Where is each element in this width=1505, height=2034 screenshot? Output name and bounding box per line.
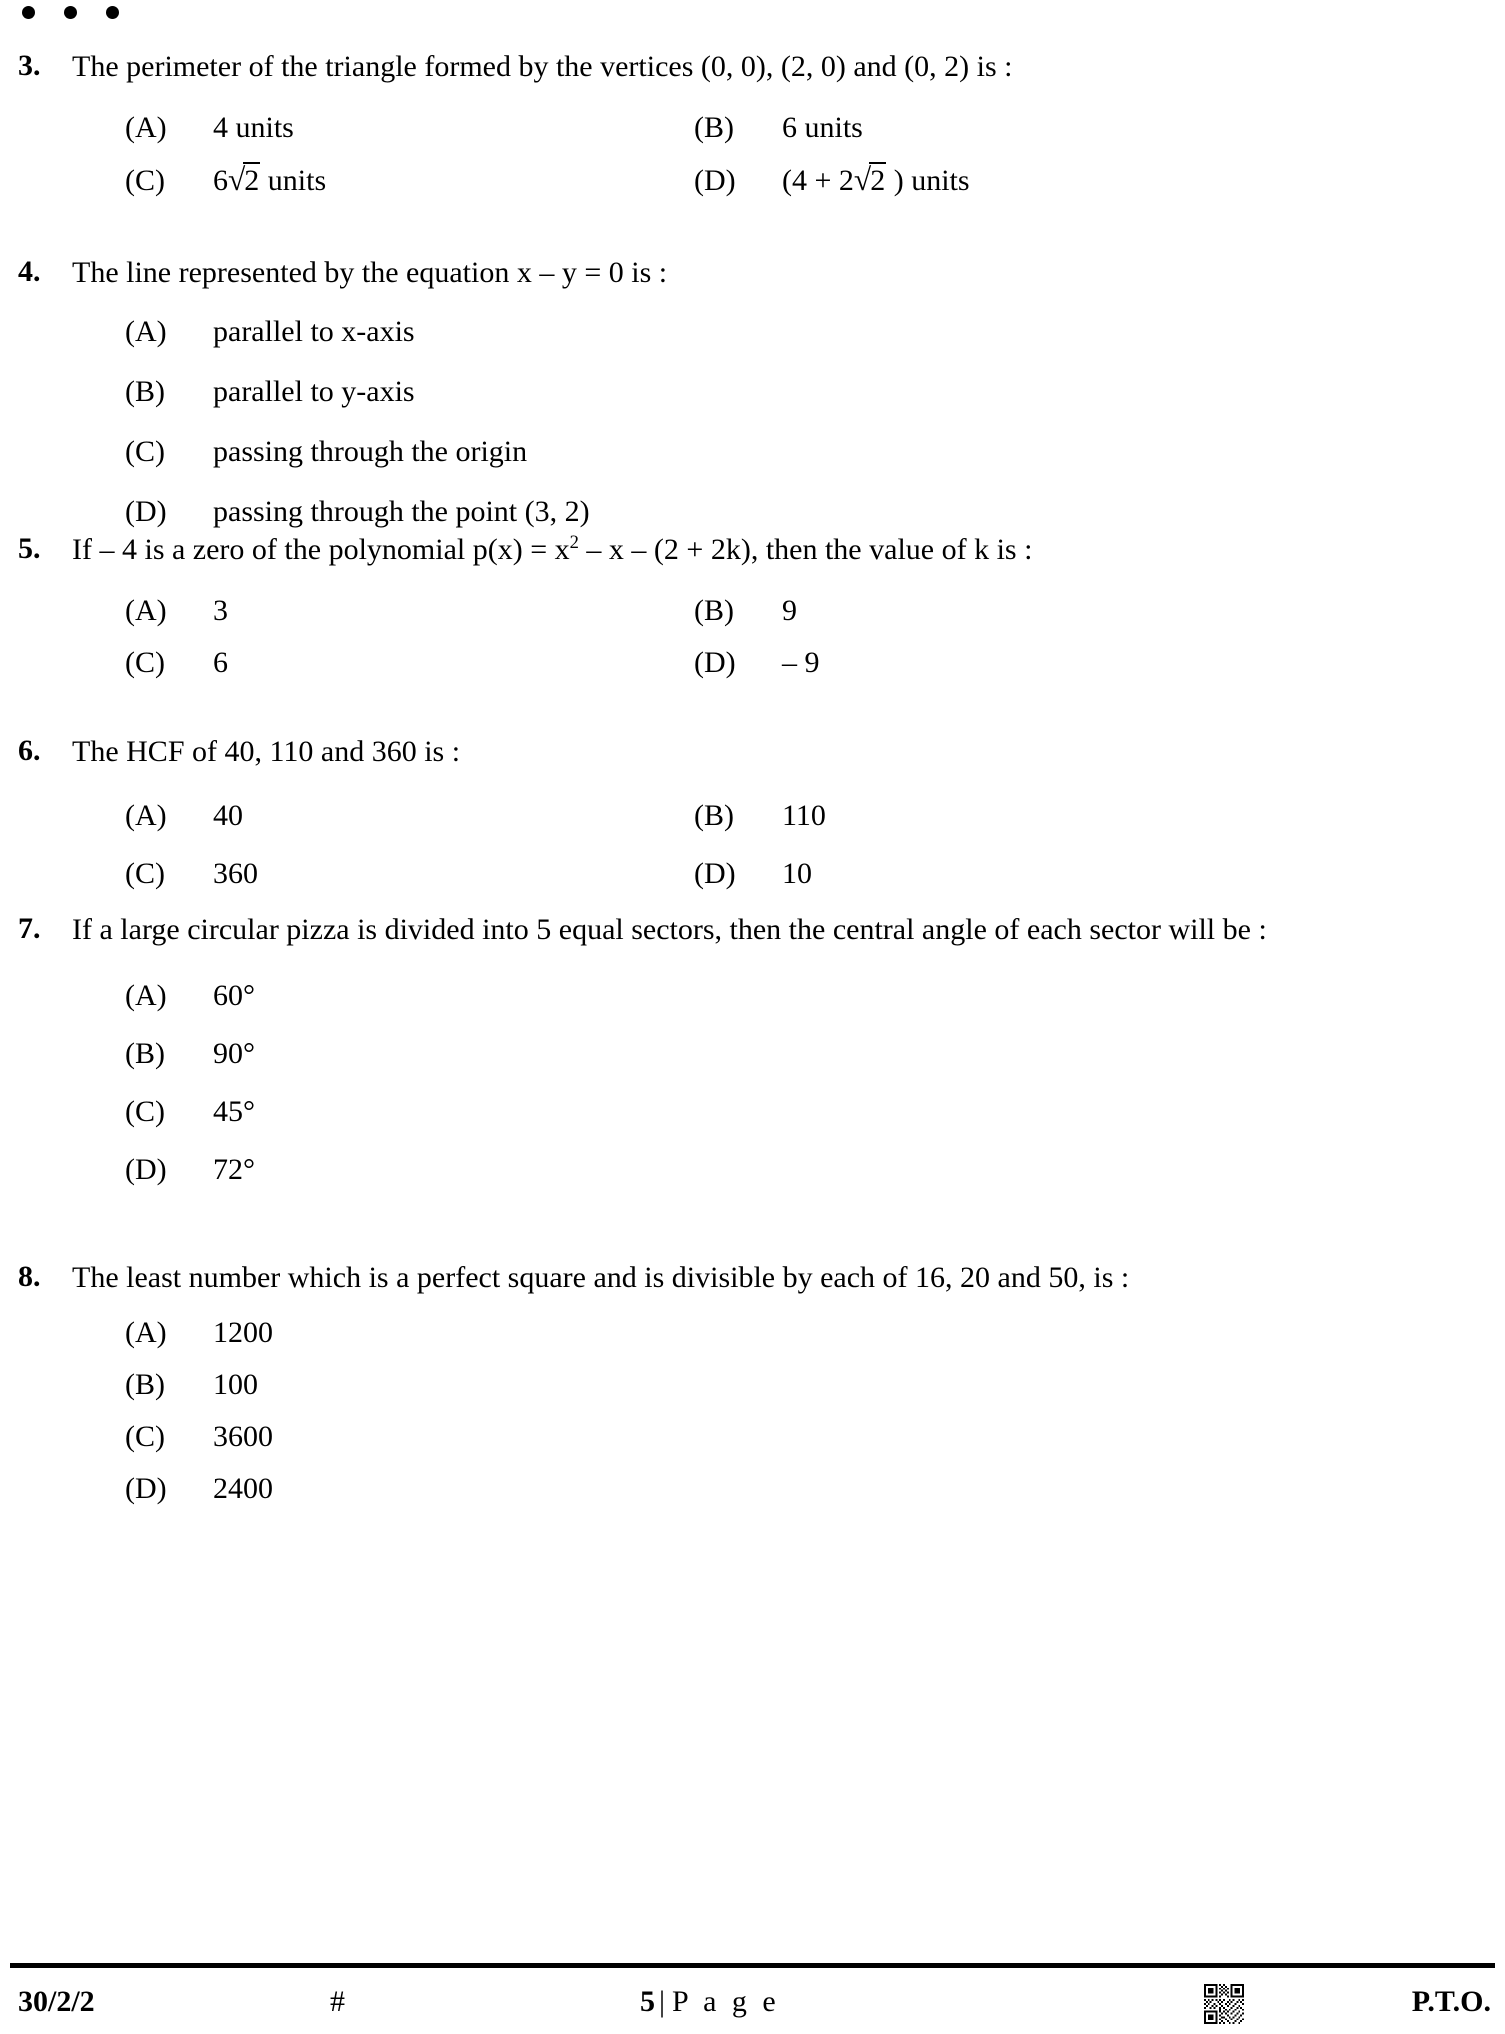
- option-label: (B): [694, 799, 734, 832]
- page-footer: [0, 1978, 1505, 2034]
- option-value: 45°: [213, 1095, 255, 1128]
- option-row: [0, 787, 1505, 845]
- option-row: [0, 845, 1505, 903]
- question-text-after: – x – (2 + 2k), then the value of k is :: [578, 533, 1033, 566]
- question-5: [0, 525, 1505, 689]
- option-a[interactable]: [0, 102, 680, 154]
- option-label: (D): [125, 1153, 167, 1186]
- option-d[interactable]: [0, 1463, 1380, 1515]
- option-label: (D): [694, 646, 736, 679]
- option-value: – 9: [782, 646, 820, 679]
- option-b[interactable]: [0, 1025, 1380, 1083]
- option-value: 60°: [213, 979, 255, 1012]
- option-c[interactable]: [0, 1411, 1380, 1463]
- question-text: The perimeter of the triangle formed by the vertices (0, 0), (2, 0) and (0, 2) is :: [72, 50, 1013, 83]
- options-list: [0, 585, 1505, 689]
- option-a[interactable]: [0, 1307, 1380, 1359]
- options-list: [0, 102, 1505, 207]
- options-list: [0, 1307, 1505, 1515]
- option-value: 6√2 units: [213, 154, 680, 207]
- option-label: (A): [125, 315, 167, 348]
- options-list: [0, 967, 1505, 1199]
- option-row: [0, 1411, 1505, 1463]
- option-row: [0, 102, 1505, 154]
- option-value: 9: [782, 594, 797, 627]
- option-label: (A): [125, 979, 167, 1012]
- option-d[interactable]: [680, 154, 1380, 207]
- question-number: 8.: [18, 1260, 41, 1293]
- option-label: (C): [125, 857, 165, 890]
- option-c[interactable]: [0, 1083, 1380, 1141]
- question-number: 7.: [18, 912, 41, 945]
- option-value: passing through the point (3, 2): [213, 495, 590, 528]
- option-b[interactable]: [680, 787, 1380, 845]
- option-row: [0, 1141, 1505, 1199]
- dot-icon: [64, 6, 77, 19]
- question-4: [0, 248, 1505, 542]
- option-value: 110: [782, 799, 826, 832]
- question-6: [0, 727, 1505, 903]
- option-value: 6: [213, 646, 228, 679]
- option-label: (A): [125, 1316, 167, 1349]
- page-separator: |: [659, 1985, 666, 2018]
- option-a[interactable]: [0, 967, 1380, 1025]
- option-row: [0, 422, 1505, 482]
- option-d[interactable]: [680, 845, 1380, 903]
- question-text: The least number which is a perfect square and is divisible by each of 16, 20 and 50, is :: [72, 1261, 1130, 1294]
- option-label: (B): [125, 375, 165, 408]
- question-8: [0, 1253, 1505, 1515]
- question-text: The line represented by the equation x – y = 0 is :: [72, 256, 668, 289]
- option-label: (B): [694, 594, 734, 627]
- option-value: parallel to y-axis: [213, 375, 415, 408]
- option-d[interactable]: [0, 1141, 1380, 1199]
- option-row: [0, 1359, 1505, 1411]
- question-number: 5.: [18, 532, 41, 565]
- option-label: (B): [125, 1037, 165, 1070]
- option-label: (C): [125, 1095, 165, 1128]
- option-b[interactable]: [680, 585, 1380, 637]
- option-value: 72°: [213, 1153, 255, 1186]
- qr-code-icon: [1203, 1984, 1245, 2024]
- option-value: (4 + 2√2 ) units: [782, 154, 1380, 207]
- option-row: [0, 362, 1505, 422]
- option-label: (C): [125, 164, 165, 197]
- paper-code: 30/2/2: [18, 1985, 95, 2018]
- hash-mark: #: [330, 1985, 345, 2018]
- option-value: 360: [213, 857, 258, 890]
- footer-divider: [10, 1963, 1495, 1968]
- option-value: 6 units: [782, 111, 863, 144]
- option-value: 3: [213, 594, 228, 627]
- option-label: (C): [125, 1420, 165, 1453]
- radical-icon: √2: [853, 162, 886, 197]
- option-row: [0, 1307, 1505, 1359]
- options-list: [0, 787, 1505, 903]
- option-c[interactable]: [0, 154, 680, 207]
- page-number: 5: [640, 1985, 655, 2018]
- option-c[interactable]: [0, 422, 1380, 482]
- options-list: [0, 302, 1505, 542]
- option-row: [0, 585, 1505, 637]
- pto-label: P.T.O.: [1411, 1985, 1491, 2018]
- option-row: [0, 1463, 1505, 1515]
- option-value: passing through the origin: [213, 435, 528, 468]
- option-value: 4 units: [213, 111, 294, 144]
- option-label: (C): [125, 646, 165, 679]
- option-label: (A): [125, 799, 167, 832]
- question-text: If a large circular pizza is divided into 5 equal sectors, then the central angle of each sector will be :: [72, 913, 1267, 946]
- question-text-before: If – 4 is a zero of the polynomial p(x) = x: [72, 533, 570, 566]
- option-a[interactable]: [0, 302, 1380, 362]
- option-value: 90°: [213, 1037, 255, 1070]
- page-indicator: [640, 1978, 780, 2026]
- question-text: The HCF of 40, 110 and 360 is :: [72, 735, 461, 768]
- radical-icon: √2: [228, 162, 260, 197]
- option-value: 3600: [213, 1420, 273, 1453]
- option-c[interactable]: [0, 845, 680, 903]
- exponent: 2: [569, 532, 579, 553]
- question-3: [0, 42, 1505, 207]
- option-label: (C): [125, 435, 165, 468]
- option-row: [0, 1083, 1505, 1141]
- option-value: 100: [213, 1368, 258, 1401]
- dot-icon: [22, 6, 35, 19]
- option-a[interactable]: [0, 585, 680, 637]
- option-row: [0, 1025, 1505, 1083]
- question-number: 6.: [18, 734, 41, 767]
- dot-icon: [106, 6, 119, 19]
- option-label: (D): [694, 164, 736, 197]
- option-row: [0, 967, 1505, 1025]
- option-value: 1200: [213, 1316, 273, 1349]
- option-b[interactable]: [0, 1359, 1380, 1411]
- question-number: 4.: [18, 255, 41, 288]
- top-dots-marker: [22, 6, 119, 19]
- option-value: 2400: [213, 1472, 273, 1505]
- option-label: (B): [125, 1368, 165, 1401]
- option-label: (D): [125, 495, 167, 528]
- option-c[interactable]: [0, 637, 680, 689]
- option-b[interactable]: [0, 362, 1380, 422]
- option-b[interactable]: [680, 102, 1380, 154]
- question-7: [0, 905, 1505, 1199]
- option-value: parallel to x-axis: [213, 315, 415, 348]
- option-a[interactable]: [0, 787, 680, 845]
- option-value: 10: [782, 857, 812, 890]
- option-d[interactable]: [680, 637, 1380, 689]
- option-label: (B): [694, 111, 734, 144]
- option-row: [0, 154, 1505, 207]
- question-text: [72, 525, 1505, 575]
- option-label: (D): [125, 1472, 167, 1505]
- option-row: [0, 302, 1505, 362]
- option-row: [0, 637, 1505, 689]
- option-label: (A): [125, 594, 167, 627]
- page-word: P a g e: [672, 1985, 780, 2018]
- option-label: (A): [125, 111, 167, 144]
- question-number: 3.: [18, 49, 41, 82]
- option-value: 40: [213, 799, 243, 832]
- option-label: (D): [694, 857, 736, 890]
